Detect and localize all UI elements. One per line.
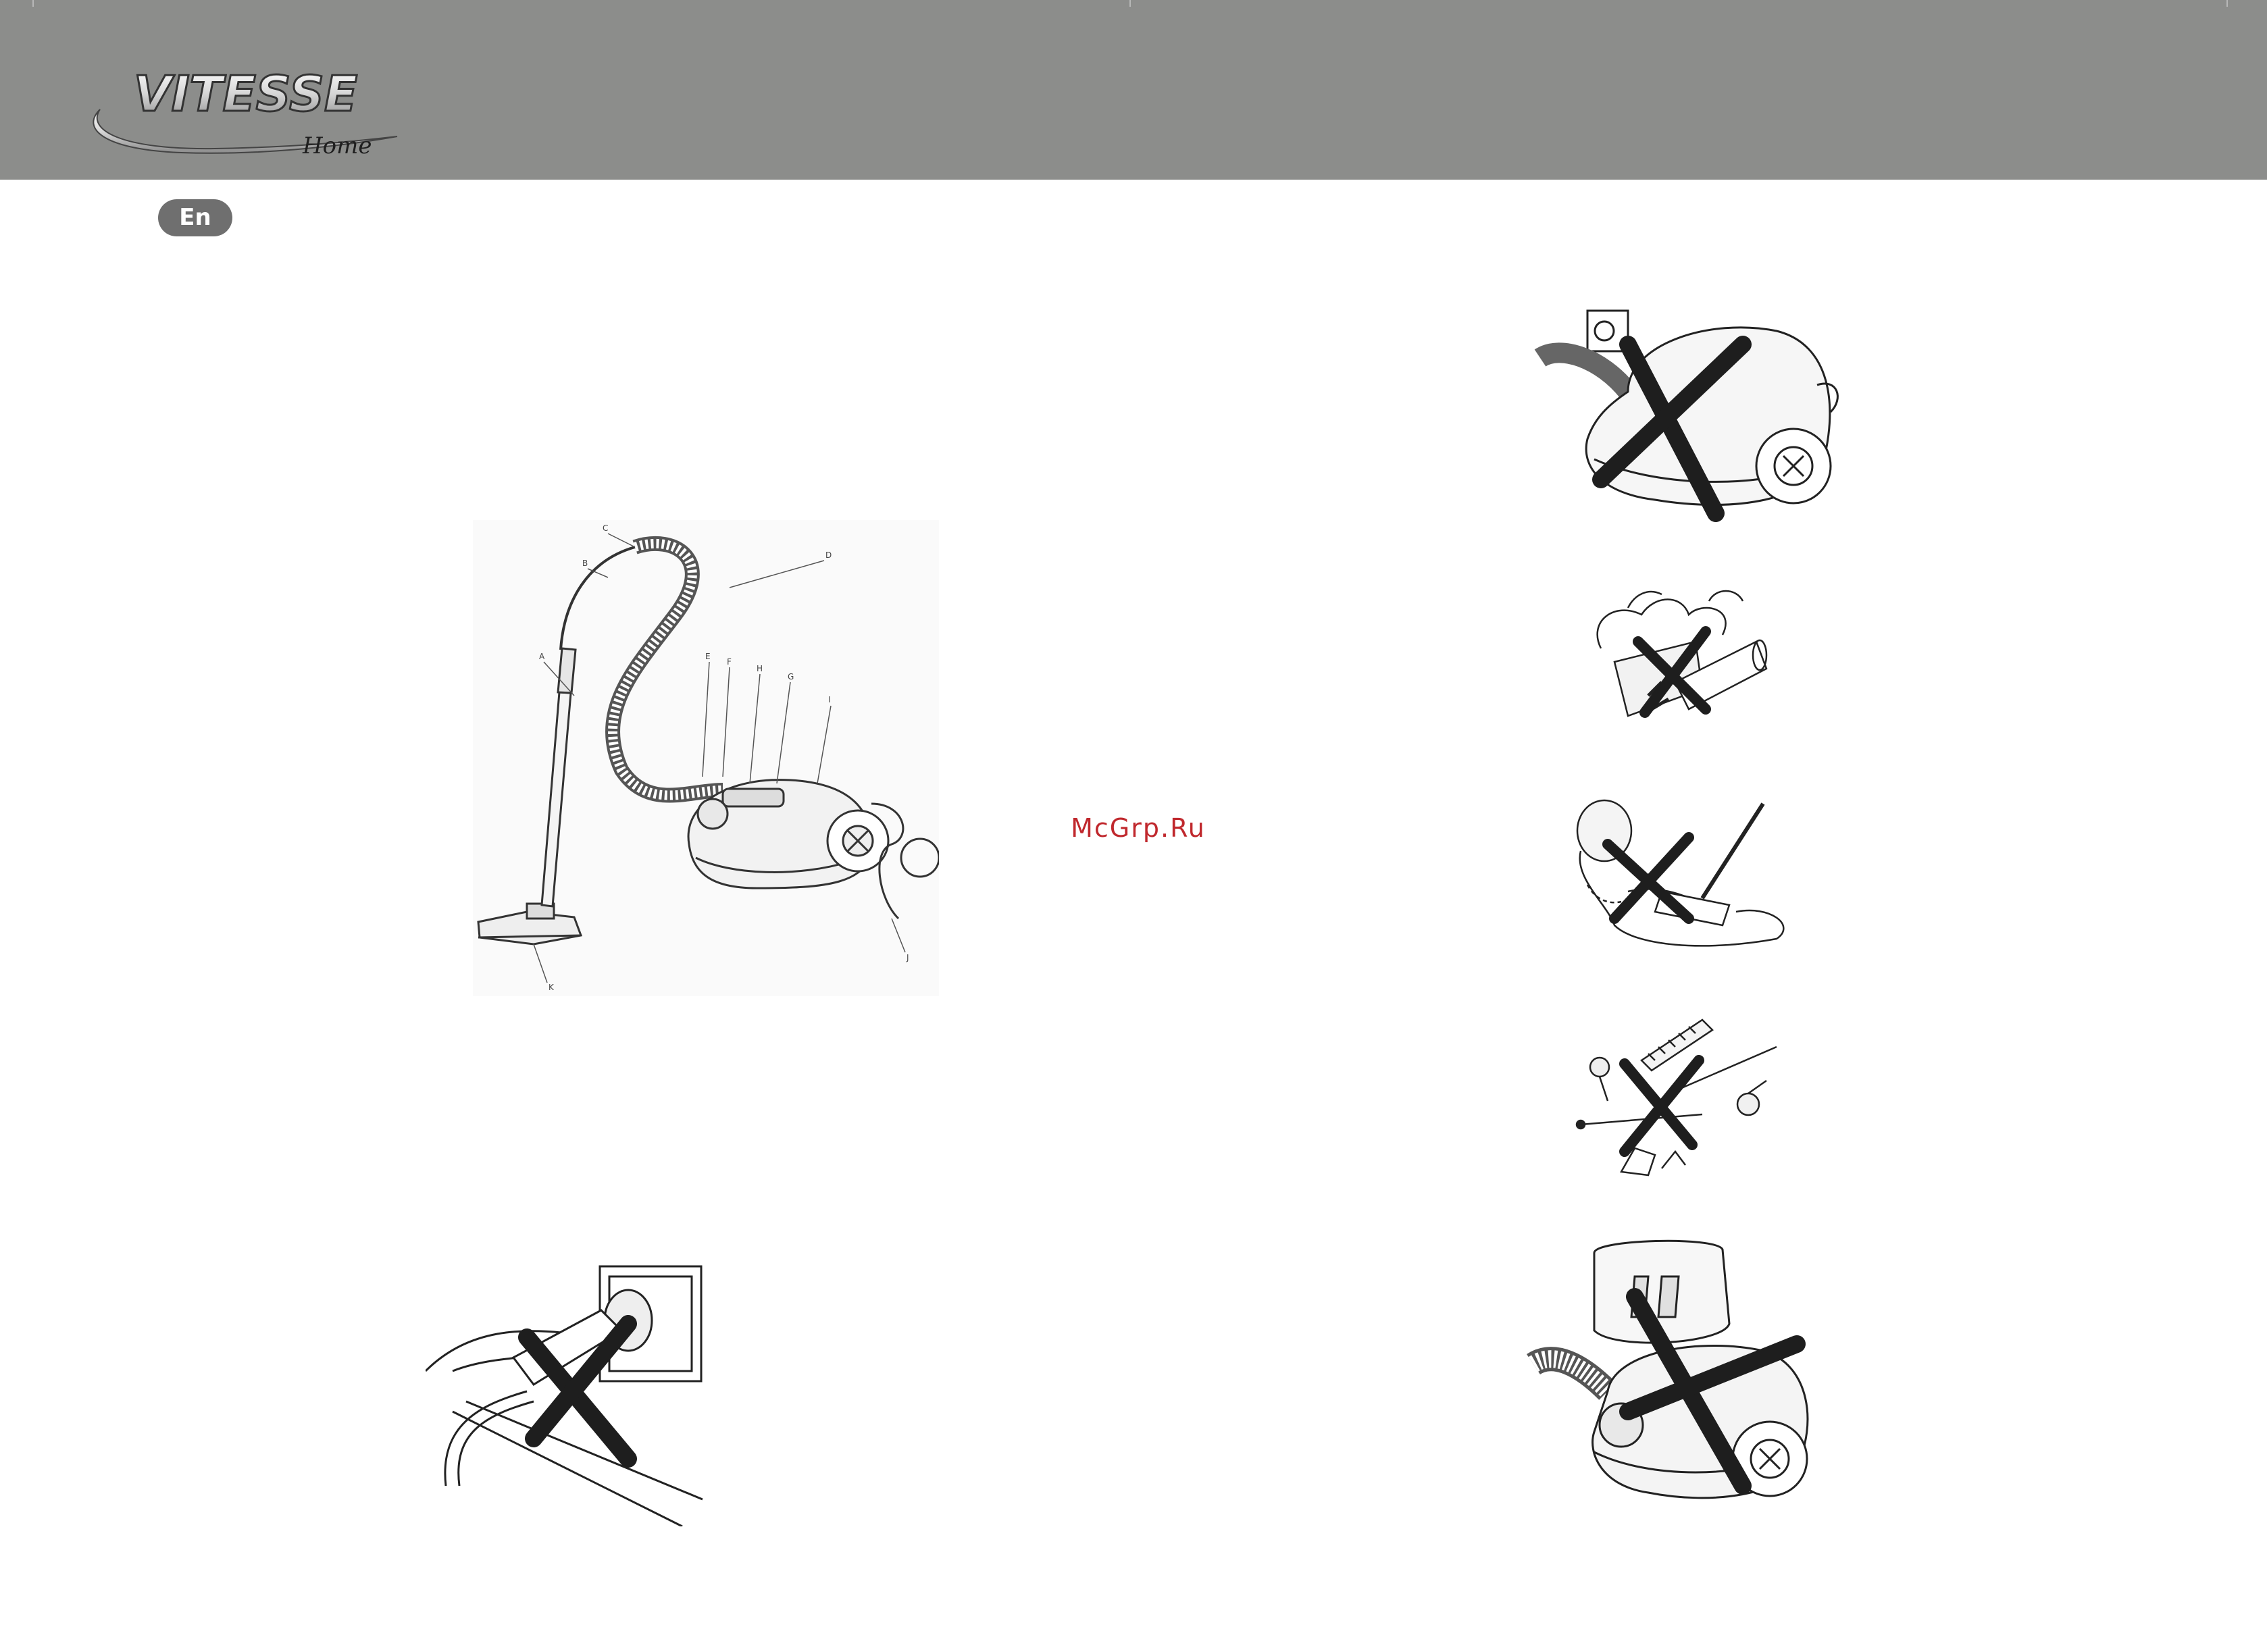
vitesse-logo	[80, 62, 411, 163]
do-not-block-hose-icon	[1520, 304, 1844, 527]
crop-mark	[32, 0, 34, 7]
diagram-label-k: K	[549, 983, 554, 992]
diagram-label-h: H	[757, 664, 763, 673]
watermark: McGrp.Ru	[1071, 813, 1206, 843]
diagram-label-e: E	[705, 652, 711, 661]
diagram-label-g: G	[788, 672, 794, 681]
diagram-label-d: D	[825, 550, 832, 560]
diagram-label-c: C	[603, 523, 609, 533]
do-not-vacuum-sharp-objects-icon	[1567, 1013, 1790, 1189]
diagram-label-j: J	[907, 953, 909, 962]
do-not-place-objects-on-vacuum-icon	[1527, 1236, 1824, 1520]
do-not-pull-plug-by-cord-icon	[426, 1256, 723, 1526]
logo-brand-text: VITESSE	[134, 66, 358, 122]
diagram-label-i: I	[828, 695, 831, 704]
diagram-label-b: B	[582, 559, 588, 568]
diagram-label-f: F	[727, 657, 732, 667]
logo-sub-text: Home	[303, 132, 372, 159]
language-badge: En	[158, 199, 232, 236]
vacuum-diagram	[473, 520, 939, 996]
diagram-label-a: A	[539, 652, 545, 661]
do-not-vacuum-liquids-icon	[1567, 790, 1797, 952]
crop-mark	[2226, 0, 2228, 7]
do-not-vacuum-burning-objects-icon	[1587, 581, 1770, 736]
crop-mark	[1129, 0, 1131, 7]
